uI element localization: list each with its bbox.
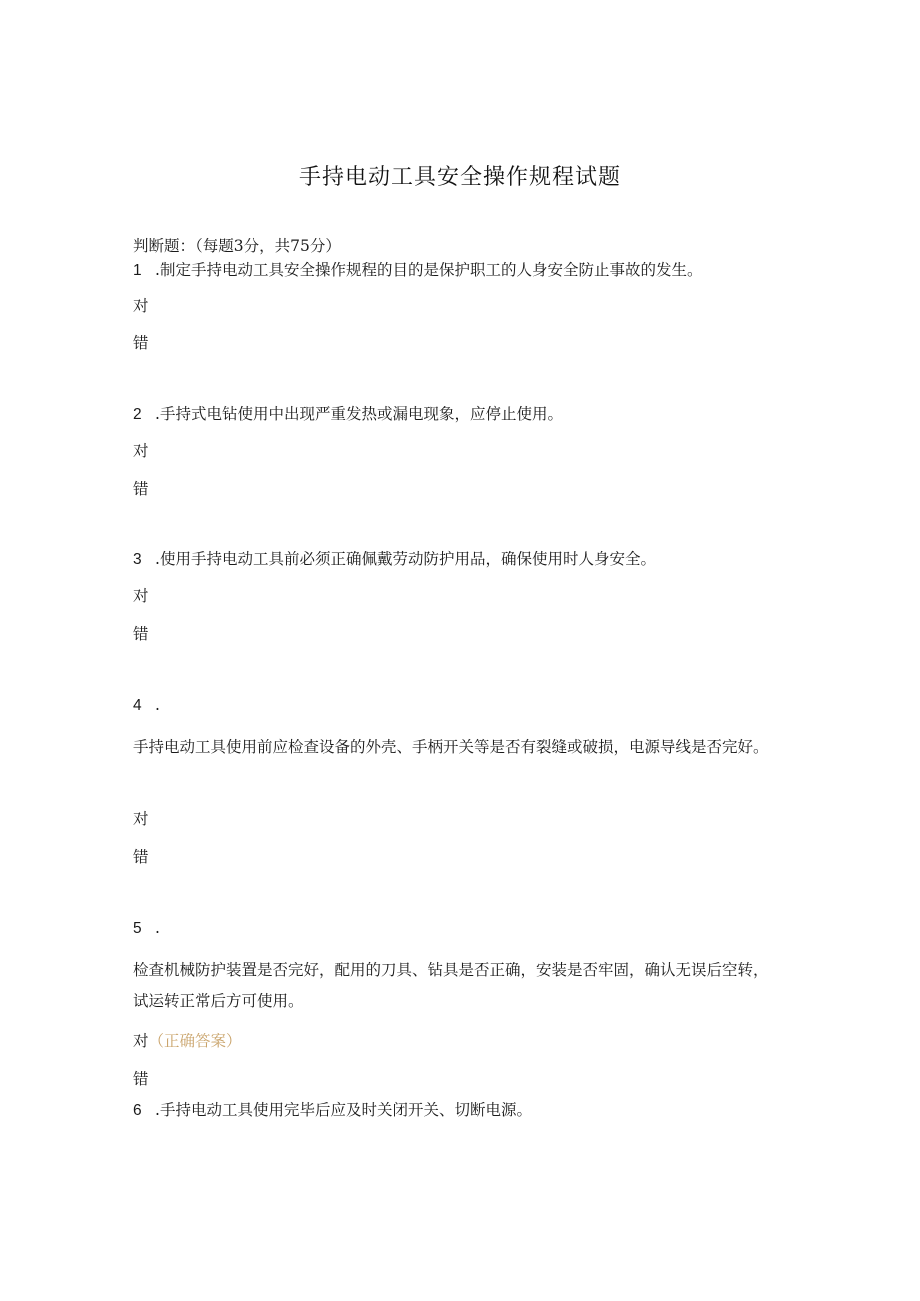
question-number: 1	[133, 262, 142, 279]
question-number: 3	[133, 551, 142, 568]
question-separator: .	[155, 550, 160, 568]
option-false[interactable]: 错	[133, 848, 149, 866]
correct-answer-note: （正确答案）	[148, 1032, 242, 1050]
option-false[interactable]: 错	[133, 480, 149, 498]
question-text: 检查机械防护装置是否完好，配用的刀具、钻具是否正确，安装是否牢固，确认无误后空转，试运转正常后方可使用。	[133, 961, 769, 1010]
section-header: 判断题：（每题3分，共75分）	[133, 237, 341, 255]
question-text: 手持式电钻使用中出现严重发热或漏电现象，应停止使用。	[159, 405, 563, 423]
question-5-number	[133, 919, 160, 938]
question-4-number	[133, 696, 160, 715]
option-true[interactable]: 对	[133, 442, 149, 460]
question-text: 手持电动工具使用前应检查设备的外壳、手柄开关等是否有裂缝或破损，电源导线是否完好。	[133, 738, 769, 756]
option-true[interactable]: 对	[133, 810, 149, 828]
question-separator: .	[155, 919, 160, 937]
question-separator: .	[155, 261, 160, 279]
question-separator: .	[155, 696, 160, 714]
option-true-label: 对	[133, 1032, 149, 1050]
question-6	[133, 1098, 532, 1120]
question-2	[133, 402, 563, 424]
question-number: 4	[133, 697, 142, 714]
page-title: 手持电动工具安全操作规程试题	[298, 165, 621, 190]
option-true-selected[interactable]	[133, 1029, 242, 1051]
question-number: 2	[133, 406, 142, 423]
question-separator: .	[155, 405, 160, 423]
option-false[interactable]: 错	[133, 334, 149, 352]
question-separator: .	[155, 1101, 160, 1119]
option-true[interactable]: 对	[133, 587, 149, 605]
option-false[interactable]: 错	[133, 1070, 149, 1088]
question-text: 手持电动工具使用完毕后应及时关闭开关、切断电源。	[159, 1101, 532, 1119]
question-text: 使用手持电动工具前必须正确佩戴劳动防护用品，确保使用时人身安全。	[159, 550, 656, 568]
option-false[interactable]: 错	[133, 625, 149, 643]
question-text: 制定手持电动工具安全操作规程的目的是保护职工的人身安全防止事故的发生。	[159, 261, 703, 279]
question-number: 5	[133, 920, 142, 937]
option-true[interactable]: 对	[133, 297, 149, 315]
question-1	[133, 258, 702, 280]
question-number: 6	[133, 1102, 142, 1119]
question-3	[133, 547, 656, 569]
